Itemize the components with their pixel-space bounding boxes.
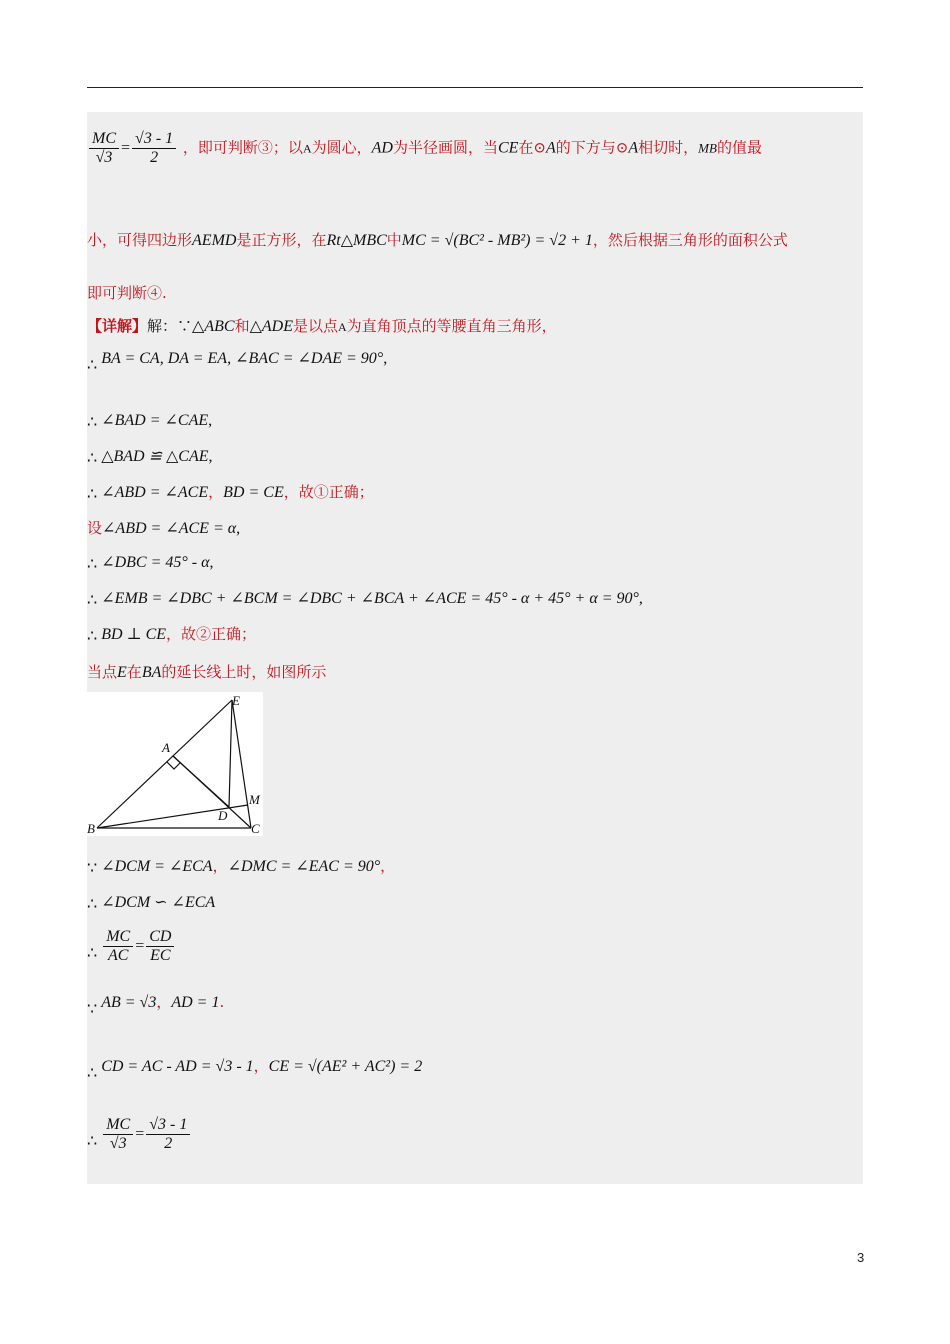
- detail-heading: 【详解】解：∵△ABC和△ADE是以点A为直角顶点的等腰直角三角形，: [87, 317, 557, 335]
- after-5: ∴ CD = AC - AD = √3 - 1，CE = √(AE² + AC²) = 2: [87, 1057, 423, 1082]
- fraction-cd-ec: $\frac{CD}{EC}$: [146, 928, 174, 965]
- equation-mc: MC = √(BC² - MB²) = √2 + 1: [401, 232, 593, 249]
- segment-ad: [173, 756, 229, 807]
- fraction-mc-sqrt3: $\frac{MC}{√3}$: [103, 1116, 133, 1153]
- geometry-figure: [87, 692, 263, 836]
- segment-ed: [229, 700, 232, 807]
- detail-tag: 【详解】: [87, 317, 148, 335]
- step-5: 设∠ABD = ∠ACE = α,: [87, 519, 241, 537]
- header-rule: [87, 87, 863, 88]
- triangle-diagram: [87, 692, 263, 836]
- label-m: M: [249, 792, 260, 807]
- step-6: ∴ ∠DBC = 45° - α,: [87, 554, 214, 573]
- segment-be: [97, 700, 232, 828]
- step-7: ∴ ∠EMB = ∠DBC + ∠BCM = ∠DBC + ∠BCA + ∠ACE = 45° - α + 45° + α = 90°,: [87, 590, 643, 609]
- step-3: ∴ △BAD ≌ △CAE,: [87, 448, 213, 467]
- segment-ec: [232, 700, 251, 828]
- step-1: ∴ BA = CA, DA = EA, ∠BAC = ∠DAE = 90°,: [87, 350, 388, 374]
- right-angle-mark: [167, 762, 180, 769]
- intro-line-2: 小，可得四边形AEMD是正方形，在Rt△MBC中MC = √(BC² - MB²) = √2 + 1，然后根据三角形的面积公式: [87, 231, 788, 249]
- fraction-sqrt3-minus1-over2: $\frac{√3 - 1}{2}$: [132, 130, 176, 167]
- solution-panel: [87, 112, 863, 1184]
- label-b: B: [87, 821, 95, 836]
- intro-line-1: $\frac{MC}{√3}$ = $\frac{√3 - 1}{2}$ ，即可判断③；以A为圆心，AD为半径画圆，当CE在⊙A的下方与⊙A相切时，MB的值最: [87, 130, 762, 167]
- label-a: A: [162, 740, 170, 755]
- label-e: E: [232, 693, 240, 708]
- after-2: ∴ ∠DCM ∽ ∠ECA: [87, 894, 216, 913]
- after-6: ∴ $\frac{MC}{√3}$ = $\frac{√3 - 1}{2}$: [87, 1116, 192, 1153]
- page-number: 3: [857, 1250, 865, 1265]
- fraction-mc-ac: $\frac{MC}{AC}$: [103, 928, 133, 965]
- step-8: ∴ BD ⊥ CE，故②正确；: [87, 625, 257, 645]
- step-4: ∴ ∠ABD = ∠ACE，BD = CE，故①正确；: [87, 483, 374, 503]
- step-9: 当点E在BA的延长线上时，如图所示: [87, 663, 327, 681]
- fraction-mc-over-sqrt3: $\frac{MC}{√3}$: [89, 130, 119, 167]
- after-3: ∴ $\frac{MC}{AC}$ = $\frac{CD}{EC}$: [87, 928, 176, 965]
- label-d: D: [218, 808, 228, 823]
- after-4: ∵ AB = √3，AD = 1.: [87, 993, 225, 1018]
- fraction-result: $\frac{√3 - 1}{2}$: [146, 1116, 190, 1153]
- step-2: ∴ ∠BAD = ∠CAE,: [87, 412, 213, 431]
- intro-line-3: 即可判断④.: [87, 284, 167, 302]
- label-c: C: [251, 821, 260, 836]
- after-1: ∵ ∠DCM = ∠ECA，∠DMC = ∠EAC = 90°，: [87, 857, 396, 877]
